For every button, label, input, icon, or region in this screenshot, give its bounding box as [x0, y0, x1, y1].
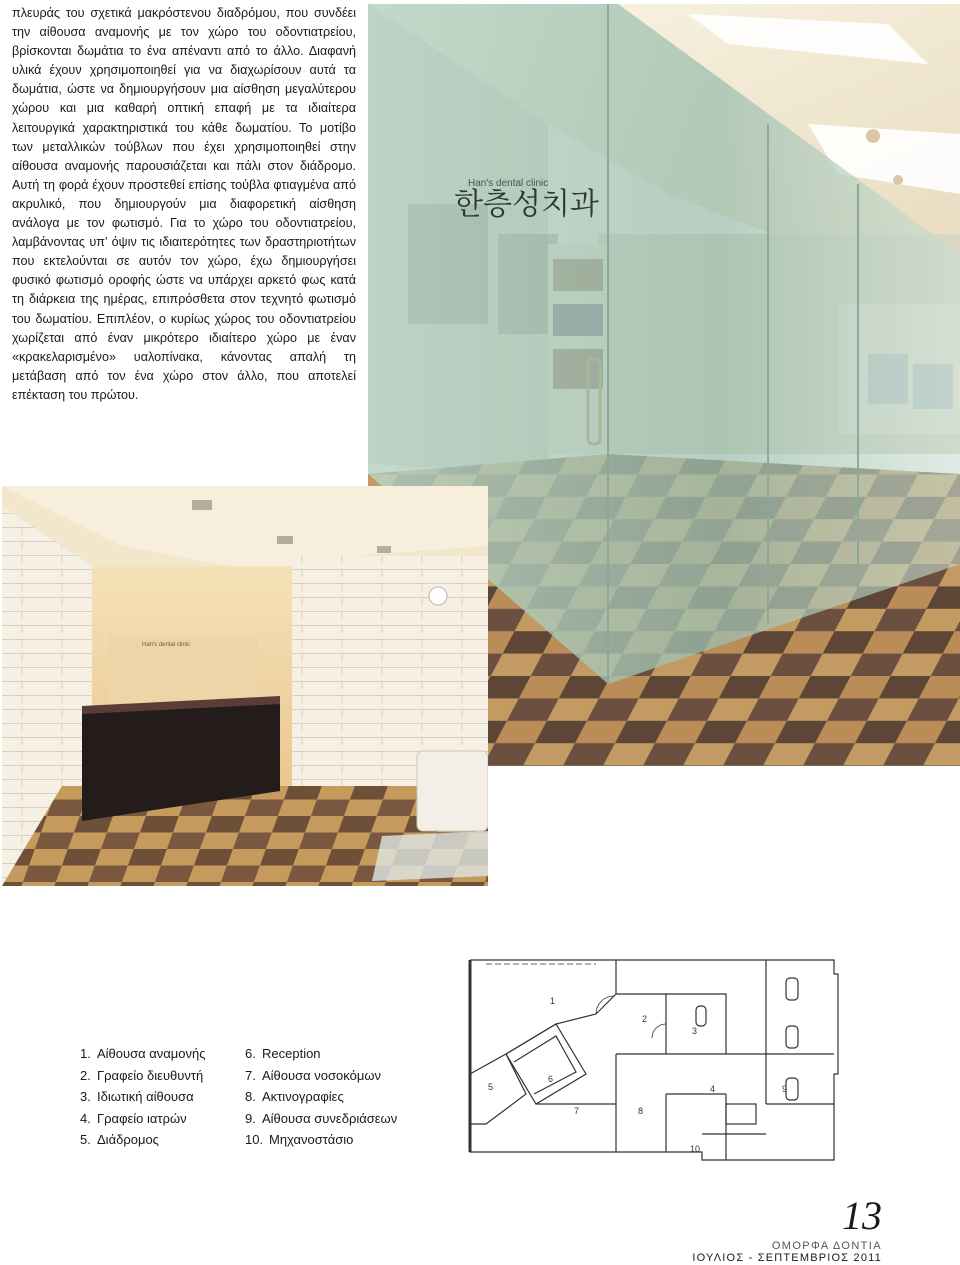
article-paragraph: πλευράς του σχετικά μακρόστενου διαδρόμου, που συνδέει την αίθουσα αναμονής με τον χώρο του οδοντιατρείου, βρίσκονται δωμάτια το ένα απέναντι από το άλλο. Διαφανή υλικά έχουν χρησιμοποιηθεί για να διαχωρίσουν αυτά τα δωμάτια, ώστε να δημιουργήσουν μια αίσθηση μεγαλύτερου χώρου και μια καθαρή οπτική επαφή με τα ιδιαίτερα λειτουργικά χαρακτηριστικά του κάθε δωματίου. Το μοτίβο των μεταλλικών τούβλων που έχει χρησιμοποιηθεί στην αίθουσα αναμονής παρουσιάζεται και πάλι στον διάδρομο. Αυτή τη φορά έχουν προστεθεί επίσης τούβλα φτιαγμένα από ακρυλικό, που δημιουργούν μια διαφορετική αίσθηση ανάλογα με τον φωτισμό. Για το χώρο του οδοντιατρείου, λαμβάνοντας υπ’ όψιν τις ιδιαιτερότητες των δραστηριοτήτων που εκτελούνται σε αυτόν τον χώρο, έχω δημιουργήσει φυσικό φωτισμό οροφής ώστε να υπάρχει αρκετό φως κατά τη διάρκεια της ημέρας, επιπρόσθετα στον τεχνητό φωτισμό του δωματίου. Επιπλέον, ο κυρίως χώρος του οδοντιατρείου χωρίζεται από έναν μικρότερο ιδιαίτερο χώρο με έναν «κρακελαρισμένο» υαλοπίνακα, κάνοντας απαλή τη μετάβαση από τον ένα χώρο στον άλλο, που αποτελεί επέκταση του πρώτου. — [12, 6, 356, 402]
plan-label-9: 9 — [782, 1084, 788, 1094]
legend-item: 2. Γραφείο διευθυντή — [80, 1067, 204, 1083]
reception-photo — [2, 486, 488, 886]
legend-left — [80, 1043, 206, 1151]
plan-label-1: 1 — [550, 996, 556, 1006]
corridor-sign-korean: 한층성치과 — [454, 187, 599, 222]
plan-label-10: 10 — [690, 1144, 701, 1154]
reception-sign-latin: Han's dental clinic — [142, 642, 191, 648]
plan-label-5: 5 — [488, 1082, 494, 1092]
legend-item: 5. Διάδρομος — [80, 1132, 159, 1147]
legend-item: 6. Reception — [245, 1046, 321, 1061]
issue-date: ΙΟΥΛΙΟΣ - ΣΕΠΤΕΜΒΡΙΟΣ 2011 — [692, 1252, 882, 1264]
plan-label-3: 3 — [692, 1026, 698, 1036]
legend-item: 4. Γραφείο ιατρών — [80, 1110, 187, 1126]
floor-plan — [466, 954, 842, 1164]
plan-label-8: 8 — [638, 1106, 644, 1116]
corridor-sign-latin: Han's dental clinic — [468, 178, 549, 189]
plan-label-2: 2 — [642, 1014, 648, 1024]
page-number: 13 — [842, 1193, 882, 1238]
plan-label-6: 6 — [548, 1074, 554, 1084]
legend-item: 1. Αίθουσα αναμονής — [80, 1046, 206, 1061]
magazine-name: ΟΜΟΡΦΑ ΔΟΝΤΙΑ — [771, 1240, 882, 1252]
legend-item: 9. Αίθουσα συνεδριάσεων — [245, 1110, 398, 1126]
legend-right — [245, 1043, 397, 1151]
legend-item: 10. Μηχανοστάσιο — [245, 1132, 354, 1147]
article-text — [12, 4, 356, 405]
legend-item: 7. Αίθουσα νοσοκόμων — [245, 1067, 381, 1083]
plan-label-4: 4 — [710, 1084, 716, 1094]
legend-item: 3. Ιδιωτική αίθουσα — [80, 1089, 194, 1104]
legend-item: 8. Ακτινογραφίες — [245, 1089, 344, 1104]
plan-label-7: 7 — [574, 1106, 580, 1116]
